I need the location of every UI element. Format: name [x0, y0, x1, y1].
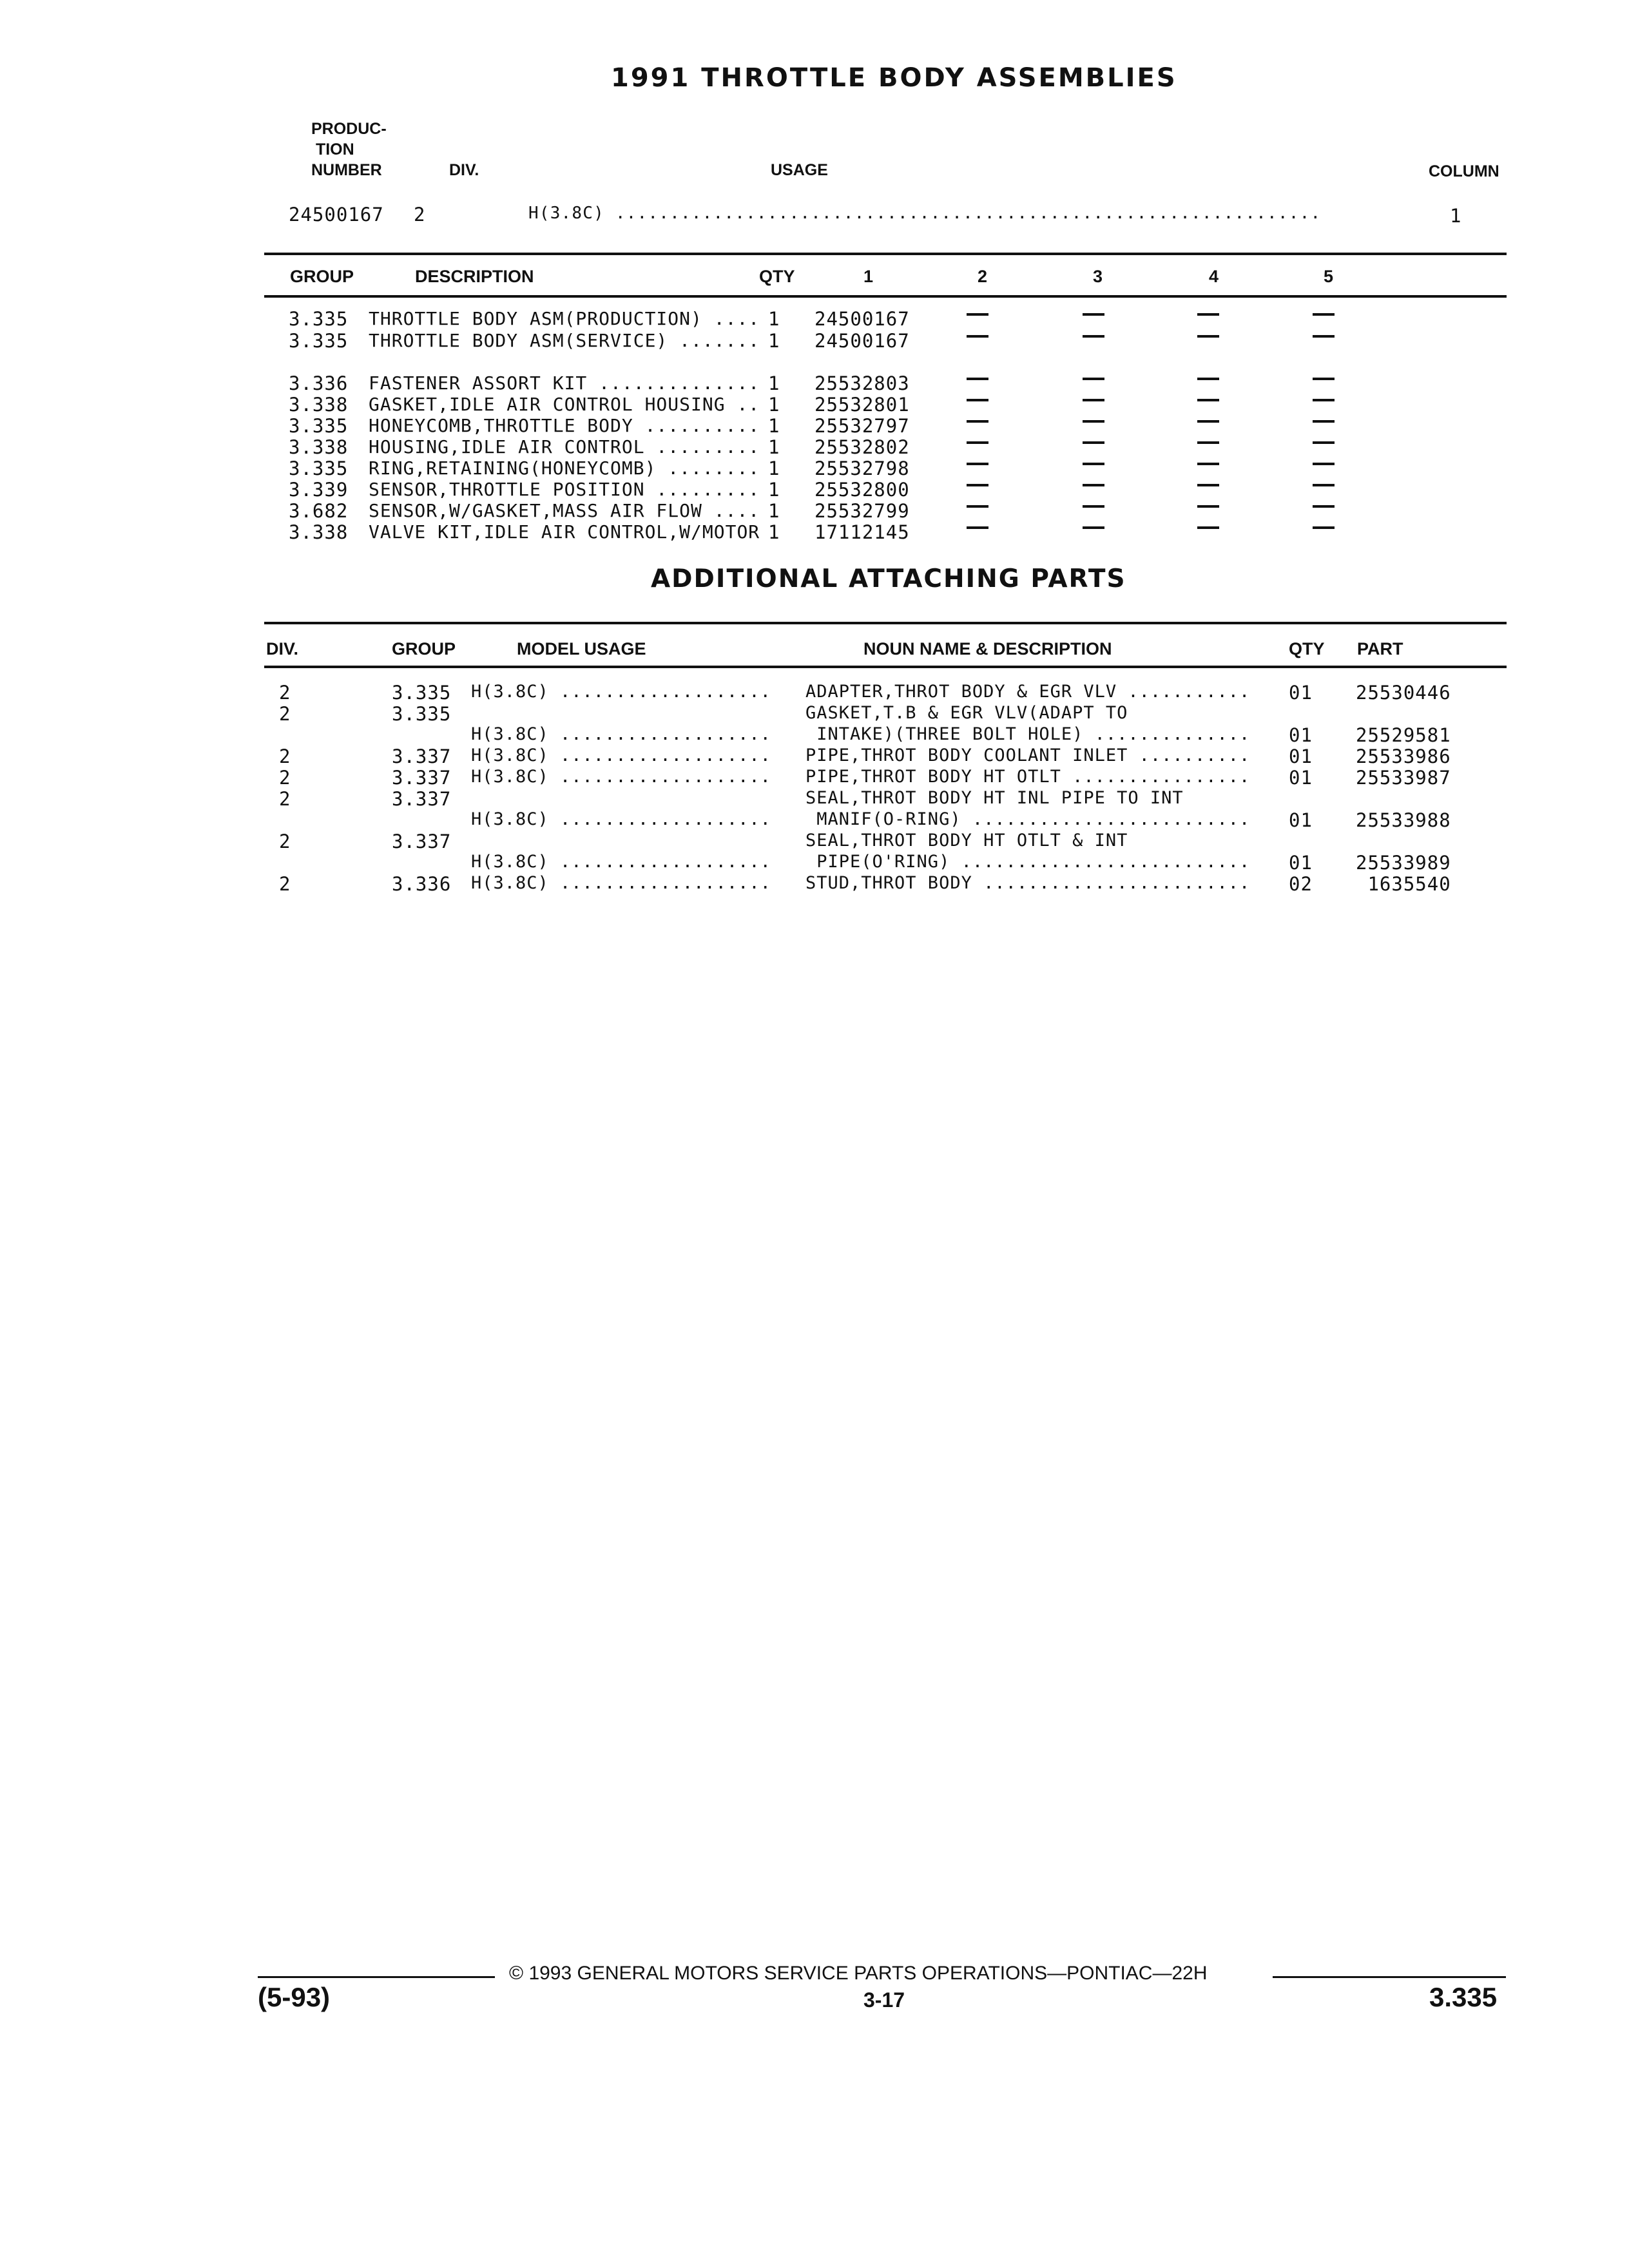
dash-mark	[967, 313, 988, 316]
header-col-5: 5	[1324, 267, 1334, 286]
dash-mark	[1313, 335, 1335, 338]
header-group: GROUP	[392, 639, 456, 658]
production-column: 1	[1450, 205, 1462, 227]
row-group: 3.338	[289, 521, 349, 543]
header-group: GROUP	[290, 267, 354, 286]
header-model-usage: MODEL USAGE	[517, 639, 646, 658]
line-div: 2	[279, 745, 291, 767]
row-qty: 1	[768, 372, 780, 394]
dash-mark	[1083, 399, 1104, 401]
row-group: 3.335	[289, 308, 349, 330]
dash-mark	[1313, 526, 1335, 529]
line-group: 3.337	[392, 767, 452, 789]
dash-mark	[967, 484, 988, 486]
row-part: 25532800	[815, 479, 910, 501]
row-group: 3.335	[289, 415, 349, 437]
row-qty: 1	[768, 436, 780, 458]
row-group: 3.338	[289, 394, 349, 416]
line-usage: H(3.8C) ...................	[471, 873, 771, 893]
row-group: 3.335	[289, 457, 349, 479]
dash-mark	[1197, 420, 1219, 423]
row-group: 3.338	[289, 436, 349, 458]
line-usage: H(3.8C) ...................	[471, 852, 771, 872]
row-qty: 1	[768, 457, 780, 479]
line-part: 25530446	[1356, 682, 1451, 704]
dash-mark	[967, 399, 988, 401]
row-part: 25532798	[815, 457, 910, 479]
row-group: 3.336	[289, 372, 349, 394]
dash-mark	[1197, 335, 1219, 338]
row-description: SENSOR,THROTTLE POSITION .........	[369, 479, 760, 500]
line-noun: GASKET,T.B & EGR VLV(ADAPT TO	[805, 703, 1128, 723]
row-group: 3.335	[289, 330, 349, 352]
dash-mark	[1313, 399, 1335, 401]
row-qty: 1	[768, 500, 780, 522]
dash-mark	[967, 463, 988, 465]
dash-mark	[1313, 420, 1335, 423]
dash-mark	[1197, 505, 1219, 508]
line-qty: 01	[1289, 724, 1313, 746]
dash-mark	[1083, 335, 1104, 338]
dash-mark	[967, 526, 988, 529]
line-group: 3.337	[392, 788, 452, 810]
line-part: 25533987	[1356, 767, 1451, 789]
line-div: 2	[279, 703, 291, 725]
row-description: SENSOR,W/GASKET,MASS AIR FLOW ....	[369, 500, 760, 521]
row-part: 24500167	[815, 308, 910, 330]
line-div: 2	[279, 767, 291, 789]
line-usage: H(3.8C) ...................	[471, 682, 771, 702]
line-usage: H(3.8C) ...................	[471, 745, 771, 765]
line-div: 2	[279, 831, 291, 852]
page-title: 1991 THROTTLE BODY ASSEMBLIES	[611, 63, 1177, 93]
line-usage: H(3.8C) ...................	[471, 767, 771, 787]
dash-mark	[1197, 463, 1219, 465]
line-qty: 01	[1289, 682, 1313, 704]
dash-mark	[967, 441, 988, 444]
line-group: 3.335	[392, 682, 452, 704]
line-noun: ADAPTER,THROT BODY & EGR VLV ...........	[805, 682, 1251, 702]
header-col-1: 1	[863, 267, 874, 286]
row-group: 3.339	[289, 479, 349, 501]
row-part: 25532799	[815, 500, 910, 522]
line-noun: SEAL,THROT BODY HT OTLT & INT	[805, 831, 1128, 850]
dash-mark	[1313, 378, 1335, 380]
line-part: 25529581	[1356, 724, 1451, 746]
dash-mark	[1083, 378, 1104, 380]
row-description: VALVE KIT,IDLE AIR CONTROL,W/MOTOR	[369, 521, 760, 543]
header-col-4: 4	[1209, 267, 1219, 286]
dash-mark	[967, 378, 988, 380]
line-div: 2	[279, 873, 291, 895]
dash-mark	[967, 335, 988, 338]
line-part: 25533988	[1356, 809, 1451, 831]
line-group: 3.335	[392, 703, 452, 725]
dash-mark	[1313, 484, 1335, 486]
line-qty: 01	[1289, 809, 1313, 831]
line-part: 1635540	[1356, 873, 1451, 895]
row-description: THROTTLE BODY ASM(SERVICE) .......	[369, 330, 760, 351]
row-qty: 1	[768, 415, 780, 437]
row-description: THROTTLE BODY ASM(PRODUCTION) ....	[369, 308, 760, 329]
additional-parts-title: ADDITIONAL ATTACHING PARTS	[651, 564, 1126, 593]
header-description: DESCRIPTION	[415, 267, 534, 286]
line-noun: PIPE,THROT BODY COOLANT INLET ..........	[805, 745, 1251, 765]
header-noun-name: NOUN NAME & DESCRIPTION	[863, 639, 1112, 658]
header-div: DIV.	[266, 639, 299, 658]
parts-table-top-rule	[264, 253, 1507, 255]
row-description: GASKET,IDLE AIR CONTROL HOUSING ..	[369, 394, 760, 415]
parts-table-header-rule	[264, 295, 1507, 298]
line-qty: 01	[1289, 852, 1313, 874]
footer-copyright: © 1993 GENERAL MOTORS SERVICE PARTS OPERATIONS—PONTIAC—22H	[509, 1963, 1208, 1984]
row-qty: 1	[768, 330, 780, 352]
dash-mark	[1083, 420, 1104, 423]
dash-mark	[1313, 441, 1335, 444]
dash-mark	[1083, 313, 1104, 316]
dash-mark	[1083, 463, 1104, 465]
dash-mark	[1083, 484, 1104, 486]
row-part: 24500167	[815, 330, 910, 352]
header-qty: QTY	[1289, 639, 1325, 658]
line-part: 25533989	[1356, 852, 1451, 874]
line-usage: H(3.8C) ...................	[471, 724, 771, 744]
row-part: 25532802	[815, 436, 910, 458]
dash-mark	[1197, 378, 1219, 380]
row-part: 17112145	[815, 521, 910, 543]
production-div: 2	[414, 204, 426, 226]
line-group: 3.337	[392, 745, 452, 767]
row-description: FASTENER ASSORT KIT ..............	[369, 372, 760, 394]
footer-page-number: 3-17	[863, 1988, 905, 2012]
row-description: HOUSING,IDLE AIR CONTROL .........	[369, 436, 760, 457]
dash-mark	[1197, 526, 1219, 529]
line-noun: PIPE,THROT BODY HT OTLT ................	[805, 767, 1251, 787]
line-qty: 02	[1289, 873, 1313, 895]
dash-mark	[1313, 313, 1335, 316]
line-group: 3.337	[392, 831, 452, 852]
line-usage: H(3.8C) ...................	[471, 809, 771, 829]
line-group: 3.336	[392, 873, 452, 895]
line-div: 2	[279, 788, 291, 810]
dash-mark	[1197, 313, 1219, 316]
row-part: 25532801	[815, 394, 910, 416]
footer-date-code: (5-93)	[258, 1982, 331, 2012]
dash-mark	[1313, 505, 1335, 508]
div-label: DIV.	[449, 161, 479, 179]
usage-label: USAGE	[771, 161, 828, 179]
production-usage: H(3.8C) .................................................................	[528, 204, 1322, 223]
additional-top-rule	[264, 622, 1507, 624]
line-qty: 01	[1289, 745, 1313, 767]
dash-mark	[967, 505, 988, 508]
dash-mark	[967, 420, 988, 423]
header-part: PART	[1357, 639, 1403, 658]
additional-header-rule	[264, 666, 1507, 668]
row-qty: 1	[768, 394, 780, 416]
line-qty: 01	[1289, 767, 1313, 789]
footer-rule-left	[258, 1976, 495, 1978]
row-part: 25532803	[815, 372, 910, 394]
header-qty: QTY	[759, 267, 795, 286]
dash-mark	[1197, 484, 1219, 486]
production-number: 24500167	[289, 204, 384, 226]
row-part: 25532797	[815, 415, 910, 437]
production-number-label: PRODUC- TION NUMBER	[311, 120, 387, 179]
dash-mark	[1197, 441, 1219, 444]
dash-mark	[1083, 526, 1104, 529]
line-noun: STUD,THROT BODY ........................	[805, 873, 1251, 893]
line-noun: PIPE(O'RING) ..........................	[805, 852, 1251, 872]
header-col-3: 3	[1093, 267, 1103, 286]
line-noun: MANIF(O-RING) .........................	[805, 809, 1251, 829]
dash-mark	[1313, 463, 1335, 465]
row-qty: 1	[768, 521, 780, 543]
dash-mark	[1083, 441, 1104, 444]
header-col-2: 2	[978, 267, 988, 286]
row-group: 3.682	[289, 500, 349, 522]
footer-rule-right	[1273, 1976, 1506, 1978]
row-description: HONEYCOMB,THROTTLE BODY ..........	[369, 415, 760, 436]
footer-section: 3.335	[1429, 1982, 1498, 2012]
line-noun: INTAKE)(THREE BOLT HOLE) ..............	[805, 724, 1251, 744]
row-qty: 1	[768, 479, 780, 501]
line-part: 25533986	[1356, 745, 1451, 767]
row-description: RING,RETAINING(HONEYCOMB) ........	[369, 457, 760, 479]
dash-mark	[1083, 505, 1104, 508]
row-qty: 1	[768, 308, 780, 330]
line-noun: SEAL,THROT BODY HT INL PIPE TO INT	[805, 788, 1184, 808]
column-label: COLUMN	[1429, 162, 1499, 180]
dash-mark	[1197, 399, 1219, 401]
line-div: 2	[279, 682, 291, 704]
